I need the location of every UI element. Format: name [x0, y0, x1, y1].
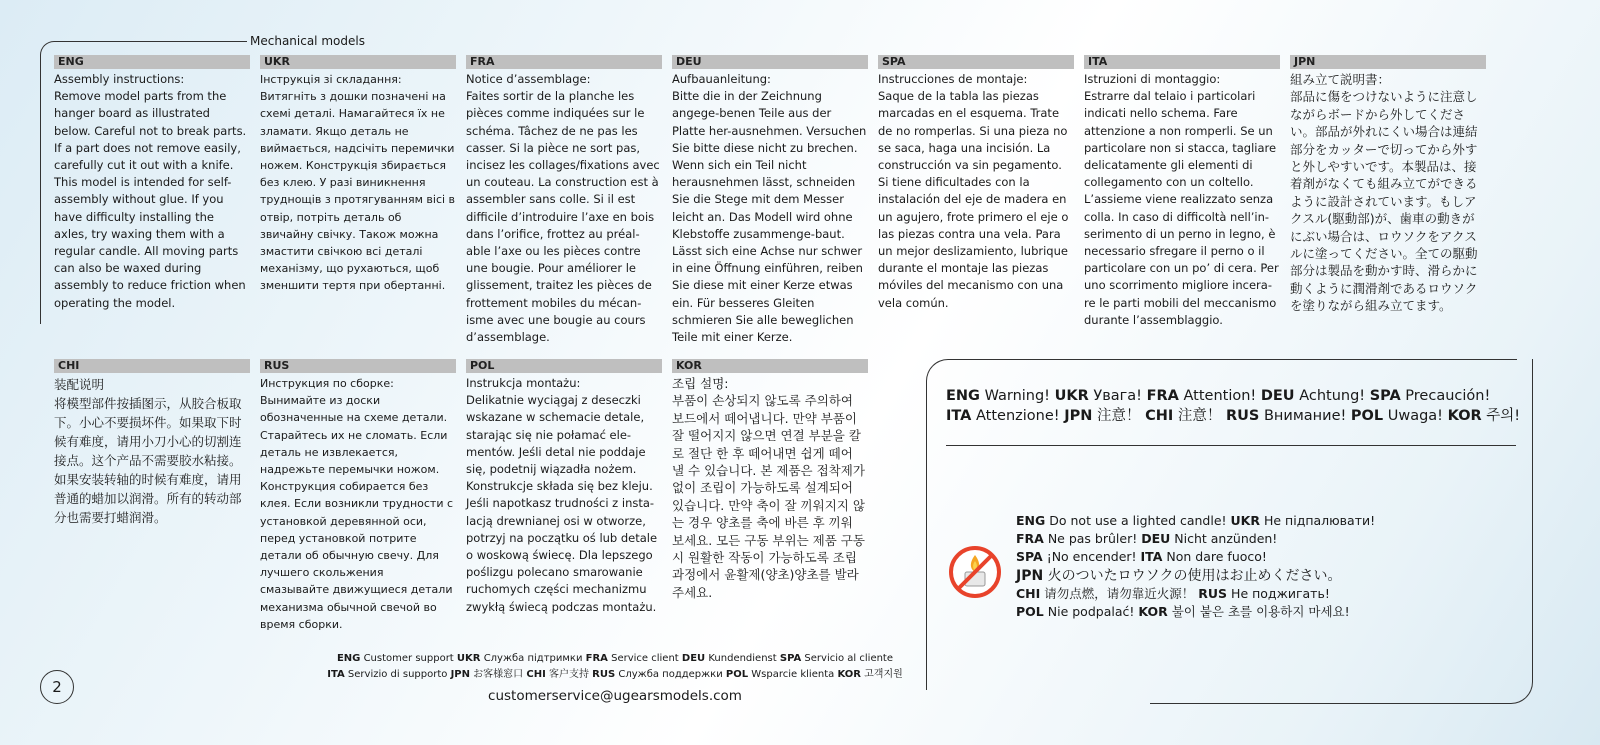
- column-heading: 装配说明: [54, 377, 105, 392]
- warning-line-2: [946, 406, 1526, 426]
- column-text: Saque de la tabla las piezas marcadas en el esquema. Trate de no romperlas. Si una pieza no se saca, haga una incisión. La construcción va sin pegamento. Si tiene dificultades con la instalación del eje de madera en un agujero, frote primero el eje o las piezas contra una vela. Para un mejor deslizamiento, lubrique durante el montaje las piezas móviles del mecanismo con una vela común.: [878, 89, 1069, 310]
- column-pol: [466, 359, 662, 616]
- column-text: 部品に傷をつけないように注意しながらボードから外してください。部品が外れにくい場合は連結部分をカッターで切ってから外すと外しやすいです。本製品は、接着剤がなくても組み立てができるように設計されています。もしアクスル(駆動部)が、歯車の動きがにぶい場合は、ロウソクをアクスルに塗ってください。全ての駆動部分は製品を動かす時、滑らかに動くように潤滑剤であるロウソクを塗りながら組み立てます。: [1290, 89, 1478, 314]
- column-spa: [878, 55, 1074, 312]
- warning-text: Не поджигать!: [1231, 585, 1330, 601]
- candle-warning-line: [1016, 548, 1516, 566]
- column-heading: Istruzioni di montaggio:: [1084, 72, 1221, 86]
- lang-code: JPN: [450, 669, 470, 680]
- column-eng: [54, 55, 250, 312]
- column-heading: Інструкція зі складання:: [260, 73, 402, 86]
- support-label: Служба підтримки: [483, 653, 583, 664]
- no-fire-icon: [948, 545, 1002, 599]
- lang-code: ITA: [327, 669, 345, 680]
- column-ukr: [260, 55, 456, 295]
- warning-line-1: [946, 386, 1526, 406]
- lang-code: JPN: [1064, 408, 1093, 424]
- lang-code: ENG: [946, 388, 980, 404]
- lang-code: UKR: [1230, 513, 1260, 528]
- lang-code: POL: [1016, 604, 1044, 620]
- lang-label: DEU: [672, 55, 868, 69]
- warning-word: Увага!: [1093, 388, 1142, 404]
- column-heading: Aufbauanleitung:: [672, 72, 771, 86]
- column-heading: Instrucciones de montaje:: [878, 72, 1028, 86]
- lang-code: DEU: [681, 653, 706, 664]
- lang-code: ENG: [1016, 513, 1046, 528]
- lang-code: ITA: [946, 408, 972, 424]
- support-label: Service client: [611, 653, 679, 664]
- lang-code: POL: [725, 669, 749, 680]
- column-heading: Instrukcja montażu:: [466, 376, 581, 390]
- support-email-link[interactable]: customerservice@ugearsmodels.com: [488, 688, 742, 704]
- lang-code: UKR: [456, 653, 481, 664]
- column-text: Витягніть з дошки позначені на схемі деталі. Намагайтеся їх не зламати. Якщо деталь не виймається, надсічіть перемички ножем. Конструкція збирається без клею. У разі виникнення труднощів з протягуванням вісі в отвір, потріть деталь об звичайну свічку. Також можна змастити свічкою всі деталі механізму, що рухаються, щоб зменшити тертя при обертанні.: [260, 90, 456, 293]
- warning-text: ¡No encender!: [1046, 549, 1137, 565]
- lang-code: SPA: [1369, 388, 1401, 404]
- column-jpn: [1290, 55, 1486, 315]
- support-label: Servizio di supporto: [347, 669, 448, 680]
- section-title: Mechanical models: [250, 34, 365, 48]
- lang-code: CHI: [1016, 585, 1041, 601]
- column-text: Faites sortir de la planche les pièces comme indiquées sur le schéma. Tâchez de ne pas les casser. Si la pièce ne sort pas, incisez les collages/fixations avec un couteau. La construction est à assembler sans colle. Si il est difficile d’introduire l’axe en bois dans l’orifice, frottez au préal-able l’axe ou les pièces contre une bougie. Pour améliorer le glissement, traitez les pièces de frottement mobiles du mécan-isme avec une bougie au cours d’assemblage.: [466, 89, 660, 345]
- lang-code: FRA: [1016, 531, 1044, 547]
- lang-code: KOR: [1138, 604, 1168, 620]
- warning-header: [946, 386, 1526, 426]
- lang-label: RUS: [260, 359, 456, 373]
- candle-warning-line: [1016, 585, 1516, 603]
- column-text: 将模型部件按插图示，从胶合板取下。小心不要损坏件。如果取下时候有难度，请用小刀小心的切割连接点。这个产品不需要胶水粘接。如果安装转轴的时候有难度，请用普通的蜡加以润滑。所有的转动部分也需要打蜡润滑。: [54, 396, 242, 525]
- warning-word: 注意！: [1096, 408, 1141, 424]
- customer-support: [300, 651, 930, 683]
- lang-code: SPA: [1016, 549, 1043, 565]
- lang-code: FRA: [1146, 388, 1179, 404]
- column-text: Bitte die in der Zeichnung angege-benen Teile aus der Platte her-ausnehmen. Versuchen Sie bitte diese nicht zu brechen. Wenn sich ein Teil nicht herausnehmen lässt, schneiden Sie die Stege mit dem Messer leicht an. Das Modell wird ohne Klebstoffe zusammenge-baut. Lässt sich eine Achse nur schwer in eine Öffnung einführen, reiben Sie diese mit einer Kerze etwas ein. Für besseres Gleiten schmieren Sie alle beweglichen Teile mit einer Kerze.: [672, 89, 867, 345]
- warning-word: Achtung!: [1299, 388, 1366, 404]
- column-heading: Notice d’assemblage:: [466, 72, 591, 86]
- support-line-2: [300, 667, 930, 683]
- warning-text: 火のついたロウソクの使用はお止めください。: [1047, 567, 1342, 584]
- column-text: Delikatnie wyciągaj z deseczki wskazane w schemacie detale, starając się nie połamać ele-mentów. Jeśli detal nie poddaje się, podetnij wiązadła nożem. Konstrukcje składa się bez kleju. Jeśli napotkasz trudności z insta-lacją drewnianej osi w otworze, potrzyj na początku oś lub detale o woskową świecę. Dla lepszego poślizgu polecano smarowanie ruchomych części mechanizmu zwykłą świecą podczas montażu.: [466, 393, 658, 614]
- warning-word: Uwaga!: [1387, 408, 1443, 424]
- candle-warning-line: [1016, 603, 1516, 621]
- lang-code: KOR: [1447, 408, 1482, 424]
- warning-text: Non dare fuoco!: [1166, 549, 1267, 565]
- column-rus: [260, 359, 456, 633]
- lang-label: POL: [466, 359, 662, 373]
- column-text: Remove model parts from the hanger board as illustrated below. Careful not to break parts. If a part does not remove easily, carefully cut it out with a knife. This model is intended for self-assembly without glue. If you have difficulty installing the axles, try waxing them with a regular candle. All moving parts can also be waxed during assembly to reduce friction when operating the model.: [54, 89, 247, 310]
- lang-label: ENG: [54, 55, 250, 69]
- lang-code: SPA: [779, 653, 802, 664]
- warning-word: Внимание!: [1263, 408, 1347, 424]
- support-label: 客户支持: [548, 669, 589, 680]
- lang-code: ITA: [1140, 549, 1163, 565]
- lang-code: CHI: [1145, 408, 1174, 424]
- lang-label: SPA: [878, 55, 1074, 69]
- warning-text: Do not use a lighted candle!: [1049, 513, 1227, 528]
- warning-text: Ne pas brûler!: [1047, 531, 1138, 547]
- warning-word: 주의!: [1486, 408, 1521, 424]
- lang-code: POL: [1350, 408, 1384, 424]
- warning-text: 请勿点燃，请勿靠近火源！: [1044, 585, 1195, 601]
- support-label: Servicio al cliente: [804, 653, 894, 664]
- lang-label: JPN: [1290, 55, 1486, 69]
- warning-word: Precaución!: [1405, 388, 1491, 404]
- warning-text: Nicht anzünden!: [1174, 531, 1278, 547]
- support-label: Kundendienst: [708, 653, 777, 664]
- column-text: 부품이 손상되지 않도록 주의하여 보드에서 떼어냅니다. 만약 부품이 잘 떨어지지 않으면 연결 부분을 칼로 절단 한 후 떼어내면 쉽게 떼어 낼 수 있습니다. 본 제품은 접착제가 없이 조립이 가능하도록 설계되어 있습니다. 만약 축이 잘 끼워지지 않는 경우 양초를 축에 바른 후 끼워 보세요. 모든 구동 부위는 제품 구동 시 원활한 작동이 가능하도록 조립 과정에서 윤활제(양초)양초를 발라 주세요.: [672, 393, 865, 600]
- column-fra: [466, 55, 662, 346]
- candle-warning-line: [1016, 567, 1516, 585]
- lang-code: FRA: [585, 653, 608, 664]
- lang-code: RUS: [592, 669, 616, 680]
- lang-code: UKR: [1054, 388, 1089, 404]
- lang-code: RUS: [1225, 408, 1260, 424]
- support-label: 고객지원: [864, 669, 903, 680]
- lang-code: CHI: [526, 669, 546, 680]
- lang-code: KOR: [837, 669, 861, 680]
- lang-code: DEU: [1141, 531, 1171, 547]
- column-heading: 組み立て説明書：: [1290, 72, 1391, 87]
- warning-text: 불이 붙은 초를 이용하지 마세요!: [1171, 604, 1350, 620]
- support-label: Служба поддержки: [618, 669, 723, 680]
- support-label: お客様窓口: [473, 669, 524, 680]
- candle-warning-line: [1016, 512, 1516, 530]
- lang-code: ENG: [336, 653, 361, 664]
- lang-label: KOR: [672, 359, 868, 373]
- candle-warning-line: [1016, 530, 1516, 548]
- lang-code: RUS: [1198, 585, 1228, 601]
- candle-warning: [1016, 512, 1516, 621]
- column-chi: [54, 359, 250, 527]
- warning-word: Warning!: [984, 388, 1050, 404]
- warning-word: Attenzione!: [976, 408, 1060, 424]
- lang-label: ITA: [1084, 55, 1280, 69]
- lang-label: CHI: [54, 359, 250, 373]
- warning-word: 注意！: [1177, 408, 1222, 424]
- support-label: Wsparcie klienta: [751, 669, 835, 680]
- lang-code: JPN: [1016, 567, 1044, 584]
- warning-divider: [946, 445, 1516, 446]
- lang-label: FRA: [466, 55, 662, 69]
- column-heading: 조립 설명:: [672, 376, 729, 391]
- lang-label: UKR: [260, 55, 456, 69]
- warning-word: Attention!: [1183, 388, 1257, 404]
- warning-text: Не підпалювати!: [1263, 513, 1376, 528]
- support-line-1: [300, 651, 930, 667]
- column-heading: Инструкция по сборке:: [260, 377, 394, 390]
- warning-text: Nie podpalać!: [1047, 604, 1135, 620]
- column-kor: [672, 359, 868, 601]
- lang-code: DEU: [1260, 388, 1295, 404]
- column-heading: Assembly instructions:: [54, 72, 185, 86]
- column-ita: [1084, 55, 1280, 329]
- support-label: Customer support: [363, 653, 454, 664]
- page-number: 2: [40, 670, 74, 704]
- column-text: Estrarre dal telaio i particolari indicati nello schema. Fare attenzione a non romperli. Se un particolare non si stacca, tagliare delicatamente gli elementi di collegamento con un coltello. L’assieme viene realizzato senza colla. In caso di difficoltà nell’in-serimento di un perno in legno, è necessario sfregare il perno o il particolare con un po’ di cera. Per uno scorrimento migliore incera-re le parti mobili del meccanismo durante l’assemblaggio.: [1084, 89, 1279, 327]
- column-text: Вынимайте из доски обозначенные на схеме детали. Старайтесь их не сломать. Если деталь не извлекается, надрежьте перемычки ножом. Конструкция собирается без клея. Если возникли трудности с установкой деревянной оси, перед установкой потрите детали об обычную свечу. Для лучшего скольжения смазывайте движущиеся детали механизма обычной свечой во время сборки.: [260, 394, 454, 631]
- column-deu: [672, 55, 868, 346]
